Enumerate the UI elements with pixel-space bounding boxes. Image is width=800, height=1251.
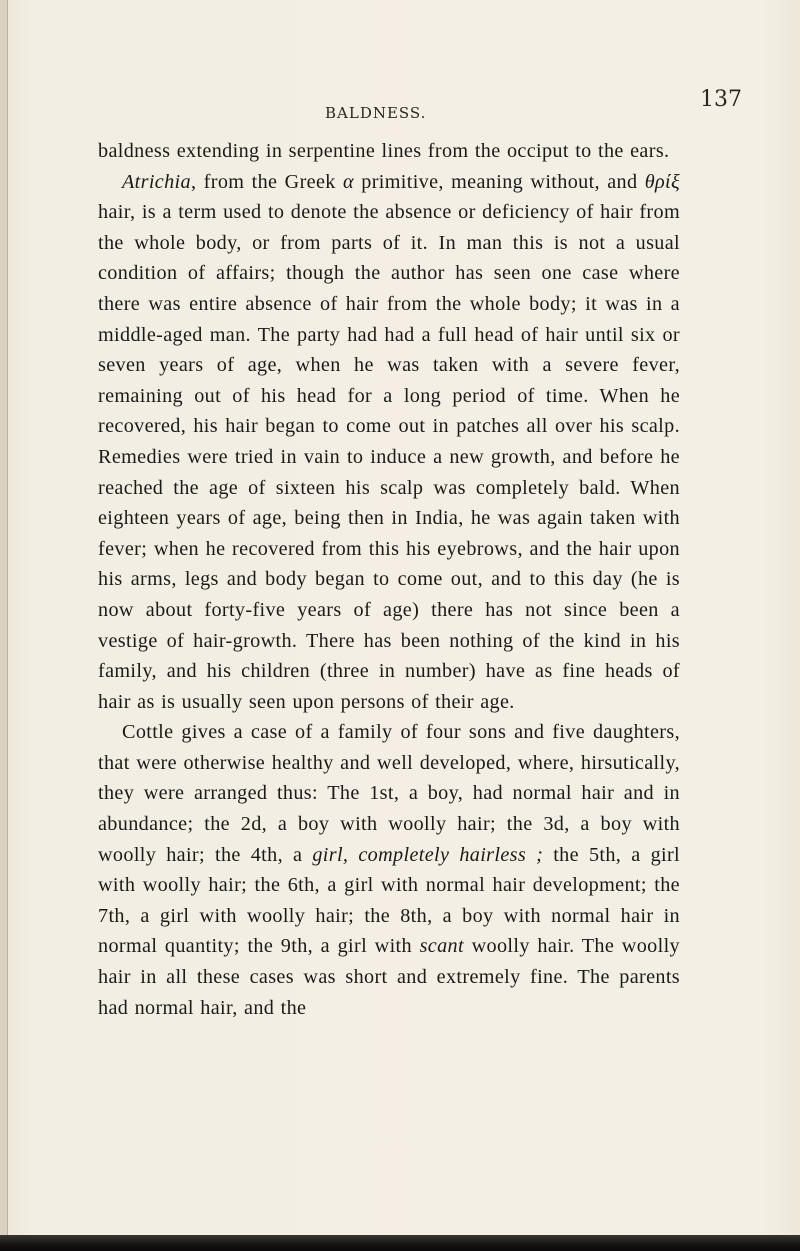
greek-thrix: θρίξ	[644, 170, 681, 193]
emphasis-hairless: girl, completely hairless ;	[312, 843, 544, 866]
paragraph-cottle: Cottle gives a case of a family of four sons and five daughters, that were otherwise healthy and well developed, where, hirsutically, they were arranged thus: The 1st, a boy, had normal hair and in abundance; the 2d, a boy with woolly hair; the 3d, a boy with woolly hair; the 4th, a girl, completely hairless ; the 5th, a girl with woolly hair; the 6th, a girl with normal hair development; the 7th, a girl with woolly hair; the 8th, a boy with normal hair in normal quantity; the 9th, a girl with scant woolly hair. The woolly hair in all these cases was short and extremely fine. The parents had normal hair, and the	[98, 721, 681, 1019]
term-atrichia: Atrichia	[122, 170, 191, 193]
page-number: 137	[700, 87, 742, 112]
page-binding-edge	[0, 0, 8, 1251]
body-text	[98, 136, 680, 1023]
paragraph-atrichia: Atrichia, from the Greek α primitive, meaning without, and θρίξ hair, is a term used to denote the absence or deficiency of hair from the whole body, or from parts of it. In man this is not a usual condition of affairs; though the author has seen one case where there was entire absence of hair from the whole body; it was in a middle-aged man. The party had had a full head of hair until six or seven years of age, when he was taken with a severe fever, remaining out of his head for a long period of time. When he recovered, his hair began to come out in patches all over his scalp. Remedies were tried in vain to induce a new growth, and before he reached the age of sixteen his scalp was completely bald. When eighteen years of age, being then in India, he was again taken with fever; when he recovered from this his eyebrows, and the hair upon his arms, legs and body began to come out, and to this day (he is now about forty-five years of age) there has not since been a vestige of hair-growth. There has been nothing of the kind in his family, and his children (three in number) have as fine heads of hair as is usually seen upon persons of their age.	[98, 170, 681, 713]
emphasis-scant: scant	[419, 935, 464, 958]
paragraph-continuation: baldness extending in serpentine lines from the occiput to the ears.	[98, 140, 670, 162]
running-head: BALDNESS.	[325, 104, 427, 122]
greek-alpha: α	[343, 170, 354, 193]
page-bottom-shadow	[0, 1235, 800, 1251]
